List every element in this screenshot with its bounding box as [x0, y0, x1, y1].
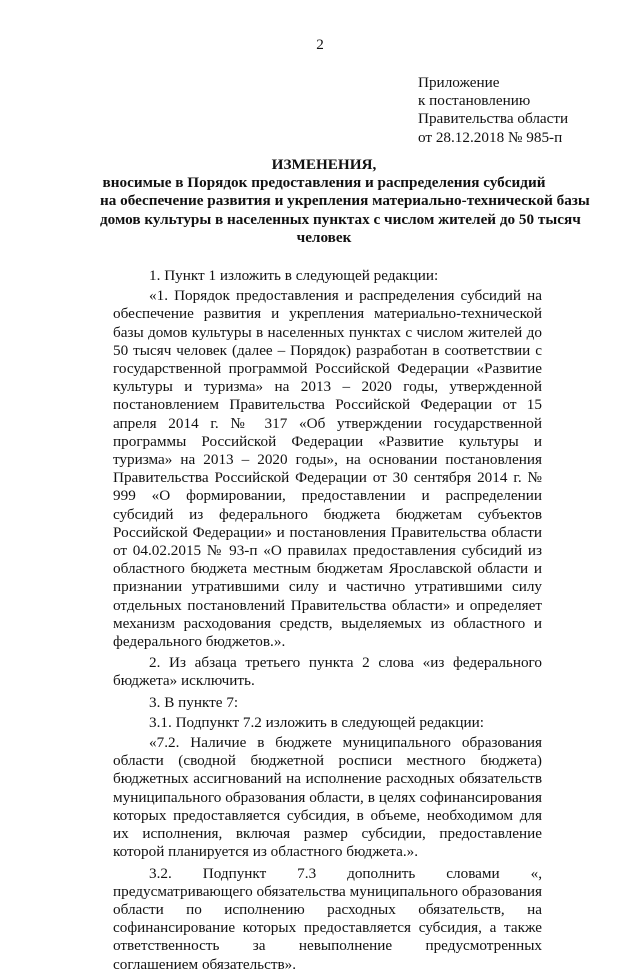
paragraph-item-3-2: 3.2. Подпункт 7.3 дополнить словами «, предусматривающего обязательства муниципального образования области по исполнению расходных обязательств, на софинансирование которых предоставляется субсидия, а также ответственность за невыполнение предусмотренных соглашением обязательств».: [113, 864, 542, 973]
appendix-block: [418, 74, 568, 147]
paragraph-item-7-2-text: «7.2. Наличие в бюджете муниципального образования области (сводной бюджетной росписи местного бюджета) бюджетных ассигнований на исполнение расходных обязательств муниципального образования области, в целях софинансирования которых предоставляется субсидия, в объеме, необходимом для их исполнения, включая размер субсидии, предоставление которой планируется из областного бюджета.».: [113, 734, 542, 861]
title-line-4: домов культуры в населенных пунктах с числом жителей до 50 тысяч: [100, 210, 581, 228]
paragraph-item-1: 1. Пункт 1 изложить в следующей редакции:: [149, 267, 439, 284]
paragraph-item-2: 2. Из абзаца третьего пункта 2 слова «из федерального бюджета» исключить.: [113, 654, 542, 690]
appendix-line-1: Приложение: [418, 74, 500, 91]
title-line-5: человек: [296, 228, 352, 246]
title-line-3: на обеспечение развития и укрепления материально-технической базы: [100, 192, 590, 210]
appendix-line-3: Правительства области: [418, 110, 569, 128]
appendix-line-4: от 28.12.2018 № 985-п: [418, 128, 563, 146]
paragraph-item-3: 3. В пункте 7:: [149, 693, 239, 711]
paragraph-item-3-1: 3.1. Подпункт 7.2 изложить в следующей редакции:: [149, 713, 485, 731]
paragraph-item-1-text: «1. Порядок предоставления и распределения субсидий на обеспечение развития и укрепления материально-технической базы домов культуры в населенных пунктах с числом жителей до 50 тысяч человек (далее – Порядок) разработан в соответствии с государственной программой Российской Федерации «Развитие культуры и туризма» на 2013 – 2020 годы, утвержденной постановлением Правительства Российской Федерации от 15 апреля 2014 г. № 317 «Об утверждении государственной программы Российской Федерации «Развитие культуры и туризма» на 2013 – 2020 годы», на основании постановления Правительства Российской Федерации от 30 сентября 2014 г. № 999 «О формировании, предоставлении и распределении субсидий из федерального бюджета бюджетам субъектов Российской Федерации» и постановления Правительства области от 04.02.2015 № 93-п «О правилах предоставления субсидий из областного бюджета местным бюджетам Ярославской области и признании утратившими силу и частично утратившими силу отдельных постановлений Правительства области» и определяет механизм расходования средств, выделяемых из областного и федерального бюджетов.».: [113, 287, 542, 651]
document-body: [113, 267, 542, 977]
appendix-line-2: к постановлению: [418, 92, 531, 110]
title-line-2: вносимые в Порядок предоставления и распределения субсидий: [102, 174, 546, 192]
page-number: 2: [316, 36, 324, 53]
title-line-1: ИЗМЕНЕНИЯ,: [271, 156, 377, 173]
document-title: [100, 156, 590, 247]
